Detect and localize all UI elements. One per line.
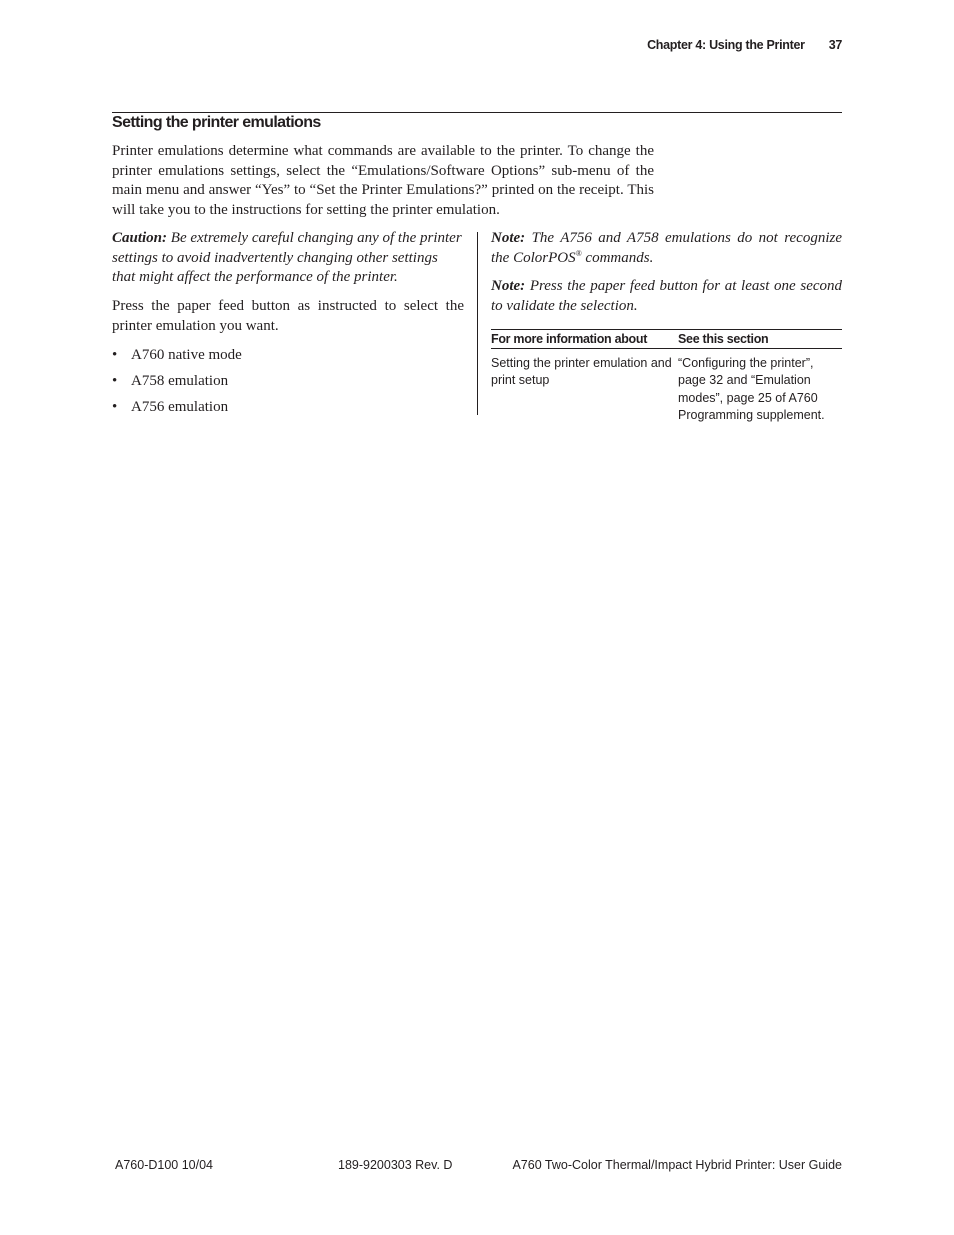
table-row (491, 348, 842, 425)
list-item (112, 346, 464, 365)
caution-label: Caution: (112, 230, 168, 246)
left-column (112, 229, 464, 424)
note-text: The A756 and A758 emulations do not recognize the ColorPOS (491, 230, 843, 266)
caution-paragraph (112, 229, 464, 288)
emulation-list (112, 346, 464, 417)
intro-paragraph: Printer emulations determine what commands are available to the printer. To change the printer emulations settings, select the “Emulations/Software Options” sub-menu of the main menu and answer “Yes” to “Set the Printer Emulations?” printed on the receipt. This will take you to the instructions for setting the printer emulation. (112, 143, 654, 218)
note-label: Note: (491, 278, 526, 295)
list-item-label: A758 emulation (131, 372, 229, 389)
table-cell-topic: Setting the printer emulation and print setup (491, 355, 672, 388)
list-item-label: A760 native mode (131, 346, 242, 363)
table-header-row (491, 329, 842, 348)
info-table (491, 329, 842, 425)
list-item-label: A756 emulation (131, 398, 229, 415)
running-header (647, 38, 842, 52)
column-divider (477, 232, 478, 415)
column-header-section: See this section (678, 329, 842, 348)
bullet-icon: • (112, 346, 118, 363)
note-text: Press the paper feed button for at least one second to validate the selection. (491, 278, 843, 315)
column-header-topic: For more information about (491, 329, 678, 348)
chapter-title: Chapter 4: Using the Printer (647, 38, 805, 52)
list-item (112, 372, 464, 391)
list-item (112, 398, 464, 417)
section-title: Setting the printer emulations (112, 114, 321, 131)
table-cell-section: “Configuring the printer”, page 32 and “Emulation modes”, page 25 of A760 Programming supplement. (678, 355, 825, 423)
note-text-end: commands. (585, 249, 654, 266)
page-number: 37 (828, 38, 842, 52)
footer-guide-title: A760 Two-Color Thermal/Impact Hybrid Printer: User Guide (512, 1158, 842, 1172)
note-validate (491, 277, 842, 316)
instruction-paragraph: Press the paper feed button as instructed to select the printer emulation you want. (112, 298, 464, 334)
note-recognize (491, 229, 842, 268)
right-column (491, 229, 842, 425)
footer-doc-id: A760-D100 10/04 (115, 1158, 213, 1172)
bullet-icon: • (112, 398, 118, 415)
footer-part-number: 189-9200303 Rev. D (338, 1158, 453, 1172)
registered-mark: ® (575, 248, 582, 258)
bullet-icon: • (112, 372, 118, 389)
section-rule (112, 112, 842, 113)
caution-text: Be extremely careful changing any of the printer settings to avoid inadvertently changing other settings that might affect the performance of the printer. (112, 230, 462, 286)
note-label: Note: (491, 230, 526, 246)
